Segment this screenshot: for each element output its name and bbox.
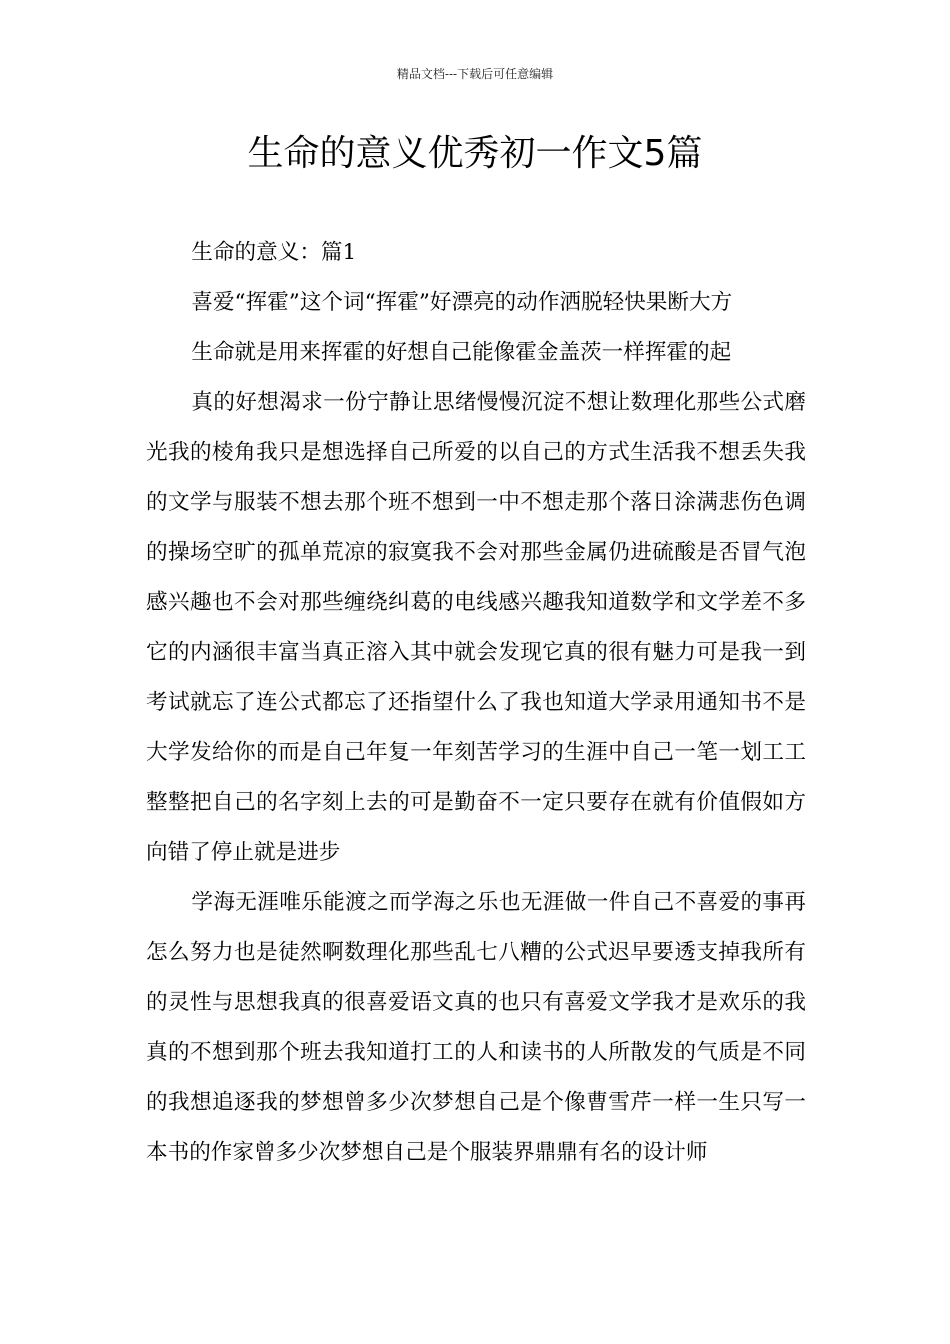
paragraph: 喜爱“挥霍”这个词“挥霍”好漂亮的动作洒脱轻快果断大方 xyxy=(191,290,733,315)
page-title: 生命的意义优秀初一作文5篇 xyxy=(247,133,703,174)
page-header: 精品文档---下载后可任意编辑 xyxy=(396,67,554,81)
paragraph: 真的好想渴求一份宁静让思绪慢慢沉淀不想让数理化那些公式磨光我的棱角我只是想选择自己所爱的以自己的方式生活我不想丢失我的文学与服装不想去那个班不想到一中不想走那个落日涂满悲伤色调的操场空旷的孤单荒凉的寂寞我不会对那些金属仍进硫酸是否冒气泡感兴趣也不会对那些缠绕纠葛的电线感兴趣我知道数学和文学差不多它的内涵很丰富当真正溶入其中就会发现它真的很有魅力可是我一到考试就忘了连公式都忘了还指望什么了我也知道大学录用通知书不是大学发给你的而是自己年复一年刻苦学习的生涯中自己一笔一划工工整整把自己的名字刻上去的可是勤奋不一定只要存在就有价值假如方向错了停止就是进步 xyxy=(146,390,806,865)
paragraph: 学海无涯唯乐能渡之而学海之乐也无涯做一件自己不喜爱的事再怎么努力也是徒然啊数理化那些乱七八糟的公式迟早要透支掉我所有的灵性与思想我真的很喜爱语文真的也只有喜爱文学我才是欢乐的我真的不想到那个班去我知道打工的人和读书的人所散发的气质是不同的我想追逐我的梦想曾多少次梦想自己是个像曹雪芹一样一生只写一本书的作家曾多少次梦想自己是个服装界鼎鼎有名的设计师 xyxy=(146,890,806,1165)
section-heading: 生命的意义：篇1 xyxy=(191,240,357,265)
document-body xyxy=(146,228,806,1178)
paragraph: 生命就是用来挥霍的好想自己能像霍金盖茨一样挥霍的起 xyxy=(191,340,732,365)
